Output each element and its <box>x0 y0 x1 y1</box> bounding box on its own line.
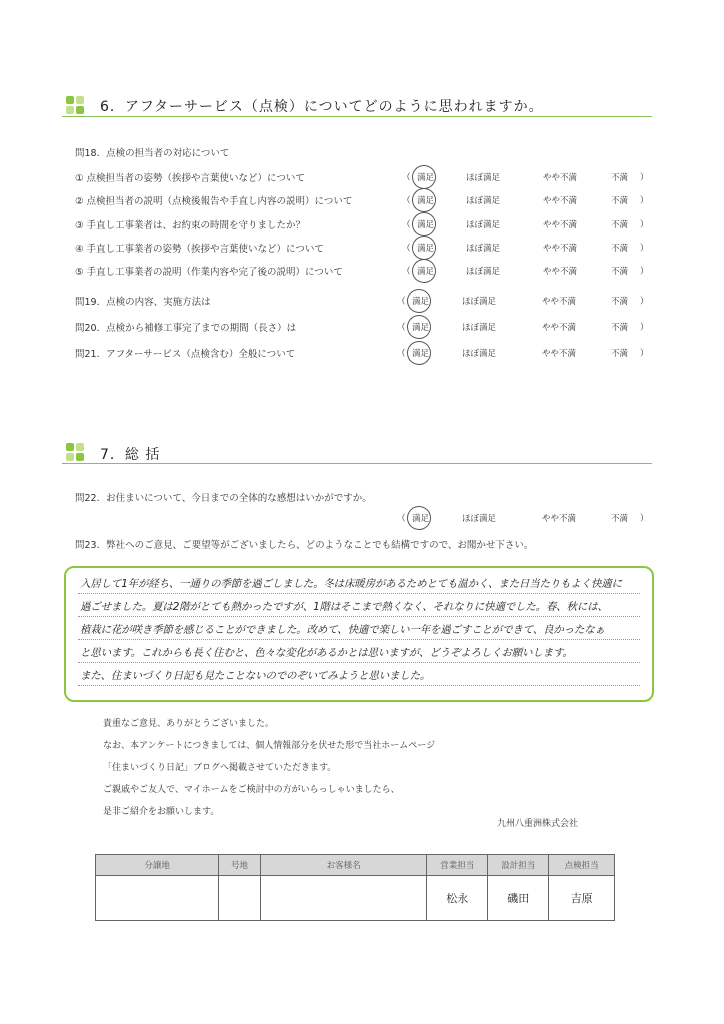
cell-customer-name <box>260 876 426 921</box>
option-manzoku-row-4: 満足 <box>417 244 435 254</box>
option-yaya-fuman-row-5: やや不満 <box>543 267 578 277</box>
q18-item-4: ④ 手直し工事業者の姿勢（挨拶や言葉使いなど）について <box>75 244 324 255</box>
selected-circle-row-9 <box>404 503 433 532</box>
selected-circle-row-2 <box>409 185 438 214</box>
q18-item-2: ② 点検担当者の説明（点検後報告や手直し内容の説明）について <box>75 196 353 207</box>
q18-item-3: ③ 手直し工事業者は、お約束の時間を守りましたか？ <box>75 220 306 231</box>
option-yaya-fuman-row-3: やや不満 <box>543 220 578 230</box>
option-hobo-manzoku-row-1: ほぼ満足 <box>466 173 501 183</box>
section7-rule <box>62 463 652 464</box>
paren-close-row-4: ） <box>640 244 649 254</box>
option-hobo-manzoku-row-2: ほぼ満足 <box>466 196 501 206</box>
paren-open-row-6: （ <box>397 297 406 307</box>
section6-rule <box>62 116 652 117</box>
option-manzoku-row-9: 満足 <box>412 514 430 524</box>
option-manzoku-row-1: 満足 <box>417 173 435 183</box>
option-yaya-fuman-row-4: やや不満 <box>543 244 578 254</box>
option-yaya-fuman-row-7: やや不満 <box>542 323 577 333</box>
company-name: 九州八重洲株式会社 <box>497 819 579 829</box>
paren-open-row-8: （ <box>397 349 406 359</box>
thanks-line-2: なお、本アンケートにつきましては、個人情報部分を伏せた形で当社ホームページ <box>103 741 436 751</box>
paren-open-row-7: （ <box>397 323 406 333</box>
option-hobo-manzoku-row-9: ほぼ満足 <box>462 514 497 524</box>
thanks-line-1: 貴重なご意見、ありがとうございました。 <box>103 719 275 729</box>
option-fuman-row-6: 不満 <box>611 297 629 307</box>
q18-label: 問18．点検の担当者の対応について <box>75 148 230 159</box>
comment-line-2: 過ごせました。夏は2階がとても熱かったですが、1階はそこまで熱くなく、それなりに快適でした。春、秋には、 <box>80 601 608 613</box>
paren-close-row-9: ） <box>640 514 649 524</box>
option-fuman-row-7: 不満 <box>611 323 629 333</box>
option-manzoku-row-5: 満足 <box>417 267 435 277</box>
header-inspection: 点検担当 <box>549 855 615 876</box>
comment-line-3: 植栽に花が咲き季節を感じることができました。改めて、快適で楽しい一年を過ごすことができて、良かったなぁ <box>80 624 605 636</box>
option-fuman-row-1: 不満 <box>611 173 629 183</box>
option-hobo-manzoku-row-6: ほぼ満足 <box>462 297 497 307</box>
cell-design: 磯田 <box>488 876 549 921</box>
paren-open-row-9: （ <box>397 514 406 524</box>
option-manzoku-row-7: 満足 <box>412 323 430 333</box>
thanks-line-5: 是非ご紹介をお願いします。 <box>103 807 220 817</box>
option-hobo-manzoku-row-8: ほぼ満足 <box>462 349 497 359</box>
option-hobo-manzoku-row-5: ほぼ満足 <box>466 267 501 277</box>
section6-title: 6．アフターサービス（点検）についてどのように思われますか。 <box>100 99 544 115</box>
paren-close-row-5: ） <box>640 267 649 277</box>
comment-line-1: 入居して1年が経ち、一通りの季節を過ごしました。冬は床暖房があるためとても温かく、また日当たりもよく快適に <box>80 578 622 590</box>
selected-circle-row-3 <box>409 209 438 238</box>
cell-bunjochi <box>96 876 219 921</box>
thanks-line-3: 「住まいづくり日記」ブログへ掲載させていただきます。 <box>103 763 337 773</box>
option-manzoku-row-3: 満足 <box>417 220 435 230</box>
option-manzoku-row-2: 満足 <box>417 196 435 206</box>
thanks-line-4: ご親戚やご友人で、マイホームをご検討中の方がいらっしゃいましたら、 <box>103 785 400 795</box>
option-hobo-manzoku-row-4: ほぼ満足 <box>466 244 501 254</box>
staff-table <box>95 854 615 921</box>
section7-title: 7．総 括 <box>100 447 161 463</box>
paren-close-row-8: ） <box>640 349 649 359</box>
option-yaya-fuman-row-9: やや不満 <box>542 514 577 524</box>
option-fuman-row-8: 不満 <box>611 349 629 359</box>
comment-line-5: また、住まいづくり日記も見たことないのでのぞいてみようと思いました。 <box>80 670 431 682</box>
cell-gochi <box>219 876 261 921</box>
option-hobo-manzoku-row-3: ほぼ満足 <box>466 220 501 230</box>
option-fuman-row-3: 不満 <box>611 220 629 230</box>
paren-close-row-3: ） <box>640 220 649 230</box>
paren-open-row-1: （ <box>402 173 411 183</box>
option-fuman-row-2: 不満 <box>611 196 629 206</box>
paren-close-row-6: ） <box>640 297 649 307</box>
cell-inspection: 吉原 <box>549 876 615 921</box>
header-design: 設計担当 <box>488 855 549 876</box>
option-fuman-row-9: 不満 <box>611 514 629 524</box>
paren-open-row-5: （ <box>402 267 411 277</box>
comment-line-4: と思います。これからも長く住むと、色々な変化があるかとは思いますが、どうぞよろしくお願いします。 <box>80 647 573 659</box>
q19-label: 問19．点検の内容、実施方法は <box>75 297 211 308</box>
section6-leaf-icon <box>66 96 86 116</box>
paren-open-row-2: （ <box>402 196 411 206</box>
header-gochi: 号地 <box>219 855 261 876</box>
selected-circle-row-7 <box>404 312 433 341</box>
selected-circle-row-6 <box>404 286 433 315</box>
paren-open-row-3: （ <box>402 220 411 230</box>
option-hobo-manzoku-row-7: ほぼ満足 <box>462 323 497 333</box>
section7-leaf-icon <box>66 443 86 463</box>
option-yaya-fuman-row-8: やや不満 <box>542 349 577 359</box>
paren-close-row-1: ） <box>640 173 649 183</box>
option-yaya-fuman-row-1: やや不満 <box>543 173 578 183</box>
option-yaya-fuman-row-6: やや不満 <box>542 297 577 307</box>
selected-circle-row-8 <box>404 338 433 367</box>
q22-label: 問22．お住まいについて、今日までの全体的な感想はいかがですか。 <box>75 493 372 504</box>
option-manzoku-row-8: 満足 <box>412 349 430 359</box>
header-bunjochi: 分譲地 <box>96 855 219 876</box>
cell-sales: 松永 <box>427 876 488 921</box>
comment-box <box>64 566 654 702</box>
option-fuman-row-5: 不満 <box>611 267 629 277</box>
paren-close-row-7: ） <box>640 323 649 333</box>
option-manzoku-row-6: 満足 <box>412 297 430 307</box>
header-sales: 営業担当 <box>427 855 488 876</box>
header-customer-name: お客様名 <box>260 855 426 876</box>
selected-circle-row-5 <box>409 256 438 285</box>
paren-open-row-4: （ <box>402 244 411 254</box>
q18-item-5: ⑤ 手直し工事業者の説明（作業内容や完了後の説明）について <box>75 267 343 278</box>
option-fuman-row-4: 不満 <box>611 244 629 254</box>
q20-label: 問20．点検から補修工事完了までの期間（長さ）は <box>75 323 297 334</box>
q18-item-1: ① 点検担当者の姿勢（挨拶や言葉使いなど）について <box>75 173 305 184</box>
q23-label: 問23．弊社へのご意見、ご要望等がございましたら、どのようなことでも結構ですので、お聞かせ下さい。 <box>75 540 534 551</box>
paren-close-row-2: ） <box>640 196 649 206</box>
q21-label: 問21．アフターサービス（点検含む）全般について <box>75 349 296 360</box>
option-yaya-fuman-row-2: やや不満 <box>543 196 578 206</box>
